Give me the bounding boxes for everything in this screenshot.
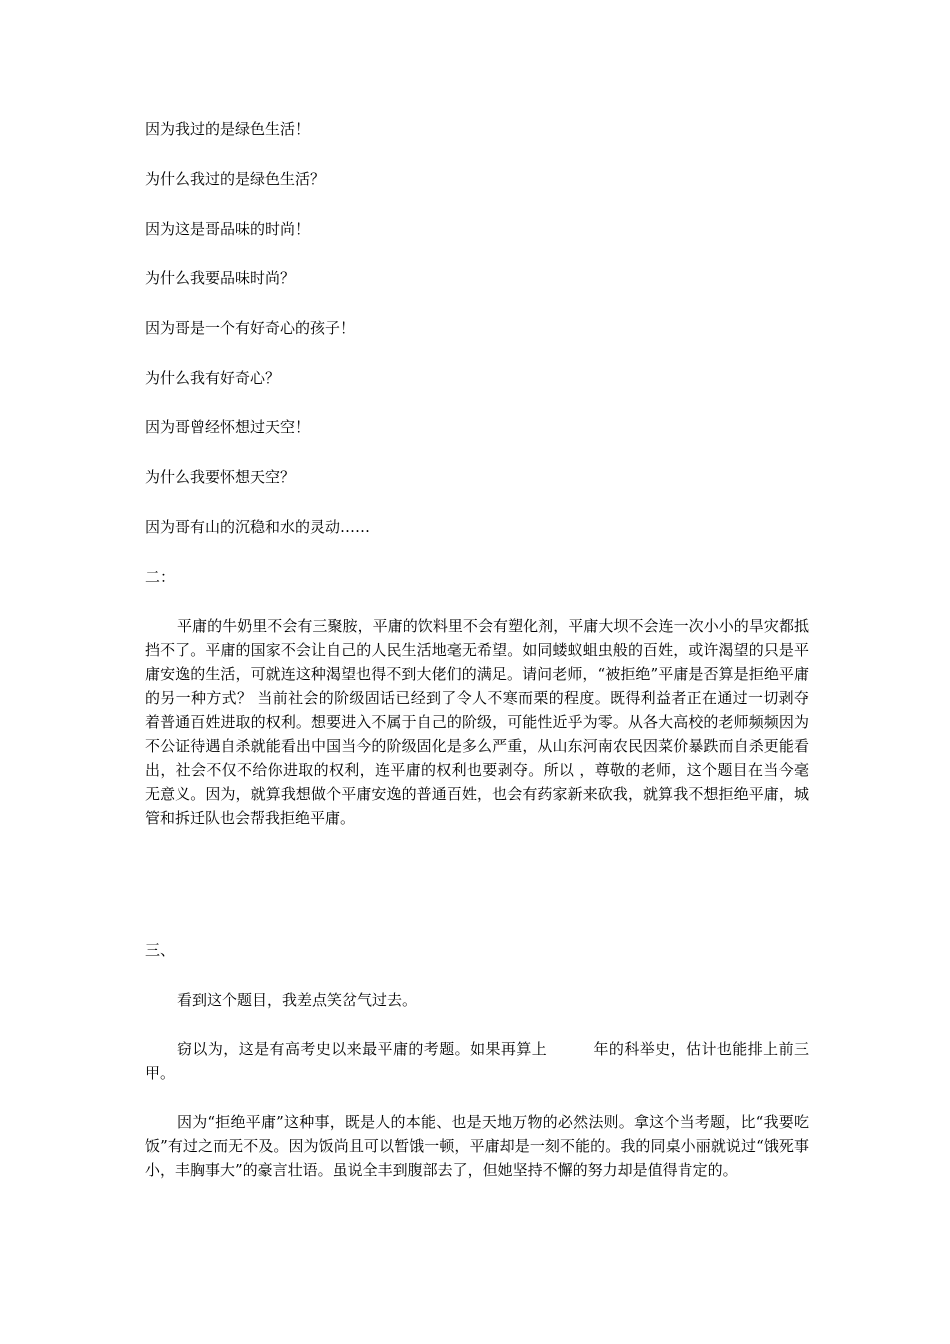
dialogue-line: 因为这是哥品味的时尚！: [145, 220, 311, 238]
dialogue-line: 因为哥有山的沉稳和水的灵动……: [145, 518, 371, 536]
section-3-paragraph-3: 因为“拒绝平庸”这种事，既是人的本能、也是天地万物的必然法则。拿这个当考题，比“我要吃饭”有过之而无不及。因为饭尚且可以暂饿一顿，平庸却是一刻不能的。我的同桌小丽就说过“饿死事小，丰胸事大”的豪言壮语。虽说全丰到腹部去了，但她坚持不懈的努力却是值得肯定的。: [145, 1113, 809, 1179]
dialogue-line: 因为哥是一个有好奇心的孩子！: [145, 319, 356, 337]
section-2-heading: 二：: [145, 568, 176, 586]
dialogue-line: 为什么我要怀想天空？: [145, 468, 296, 486]
dialogue-line: 因为哥曾经怀想过天空！: [145, 418, 311, 436]
section-2-paragraph: 平庸的牛奶里不会有三聚胺，平庸的饮料里不会有塑化剂，平庸大坝不会连一次小小的旱灾都抵挡不了。平庸的国家不会让自己的人民生活地毫无希望。如同蝼蚁蛆虫般的百姓，或许渴望的只是平庸安逸的生活，可就连这种渴望也得不到大佬们的满足。请问老师，“被拒绝”平庸是否算是拒绝平庸的另一种方式？ 当前社会的阶级固话已经到了令人不寒而栗的程度。既得利益者正在通过一切剥夺着普通百姓进取的权利。想要进入不属于自己的阶级，可能性近乎为零。从各大高校的老师频频因为不公证待遇自杀就能看出中国当今的阶级固化是多么严重，从山东河南农民因菜价暴跌而自杀更能看出，社会不仅不给你进取的权利，连平庸的权利也要剥夺。所以 ，尊敬的老师，这个题目在当今毫无意义。因为，就算我想做个平庸安逸的普通百姓，也会有药家新来砍我，就算我不想拒绝平庸，城管和拆迁队也会帮我拒绝平庸。: [145, 617, 809, 827]
dialogue-line: 因为我过的是绿色生活！: [145, 120, 311, 138]
section-3-heading: 三、: [145, 941, 176, 959]
dialogue-line: 为什么我有好奇心？: [145, 369, 281, 387]
dialogue-line: 为什么我过的是绿色生活？: [145, 170, 326, 188]
section-3-paragraph-2: 窃以为，这是有高考史以来最平庸的考题。如果再算上 年的科举史，估计也能排上前三甲。: [145, 1040, 809, 1082]
dialogue-line: 为什么我要品味时尚？: [145, 269, 296, 287]
section-3-paragraph-1: 看到这个题目，我差点笑岔气过去。: [177, 991, 418, 1009]
